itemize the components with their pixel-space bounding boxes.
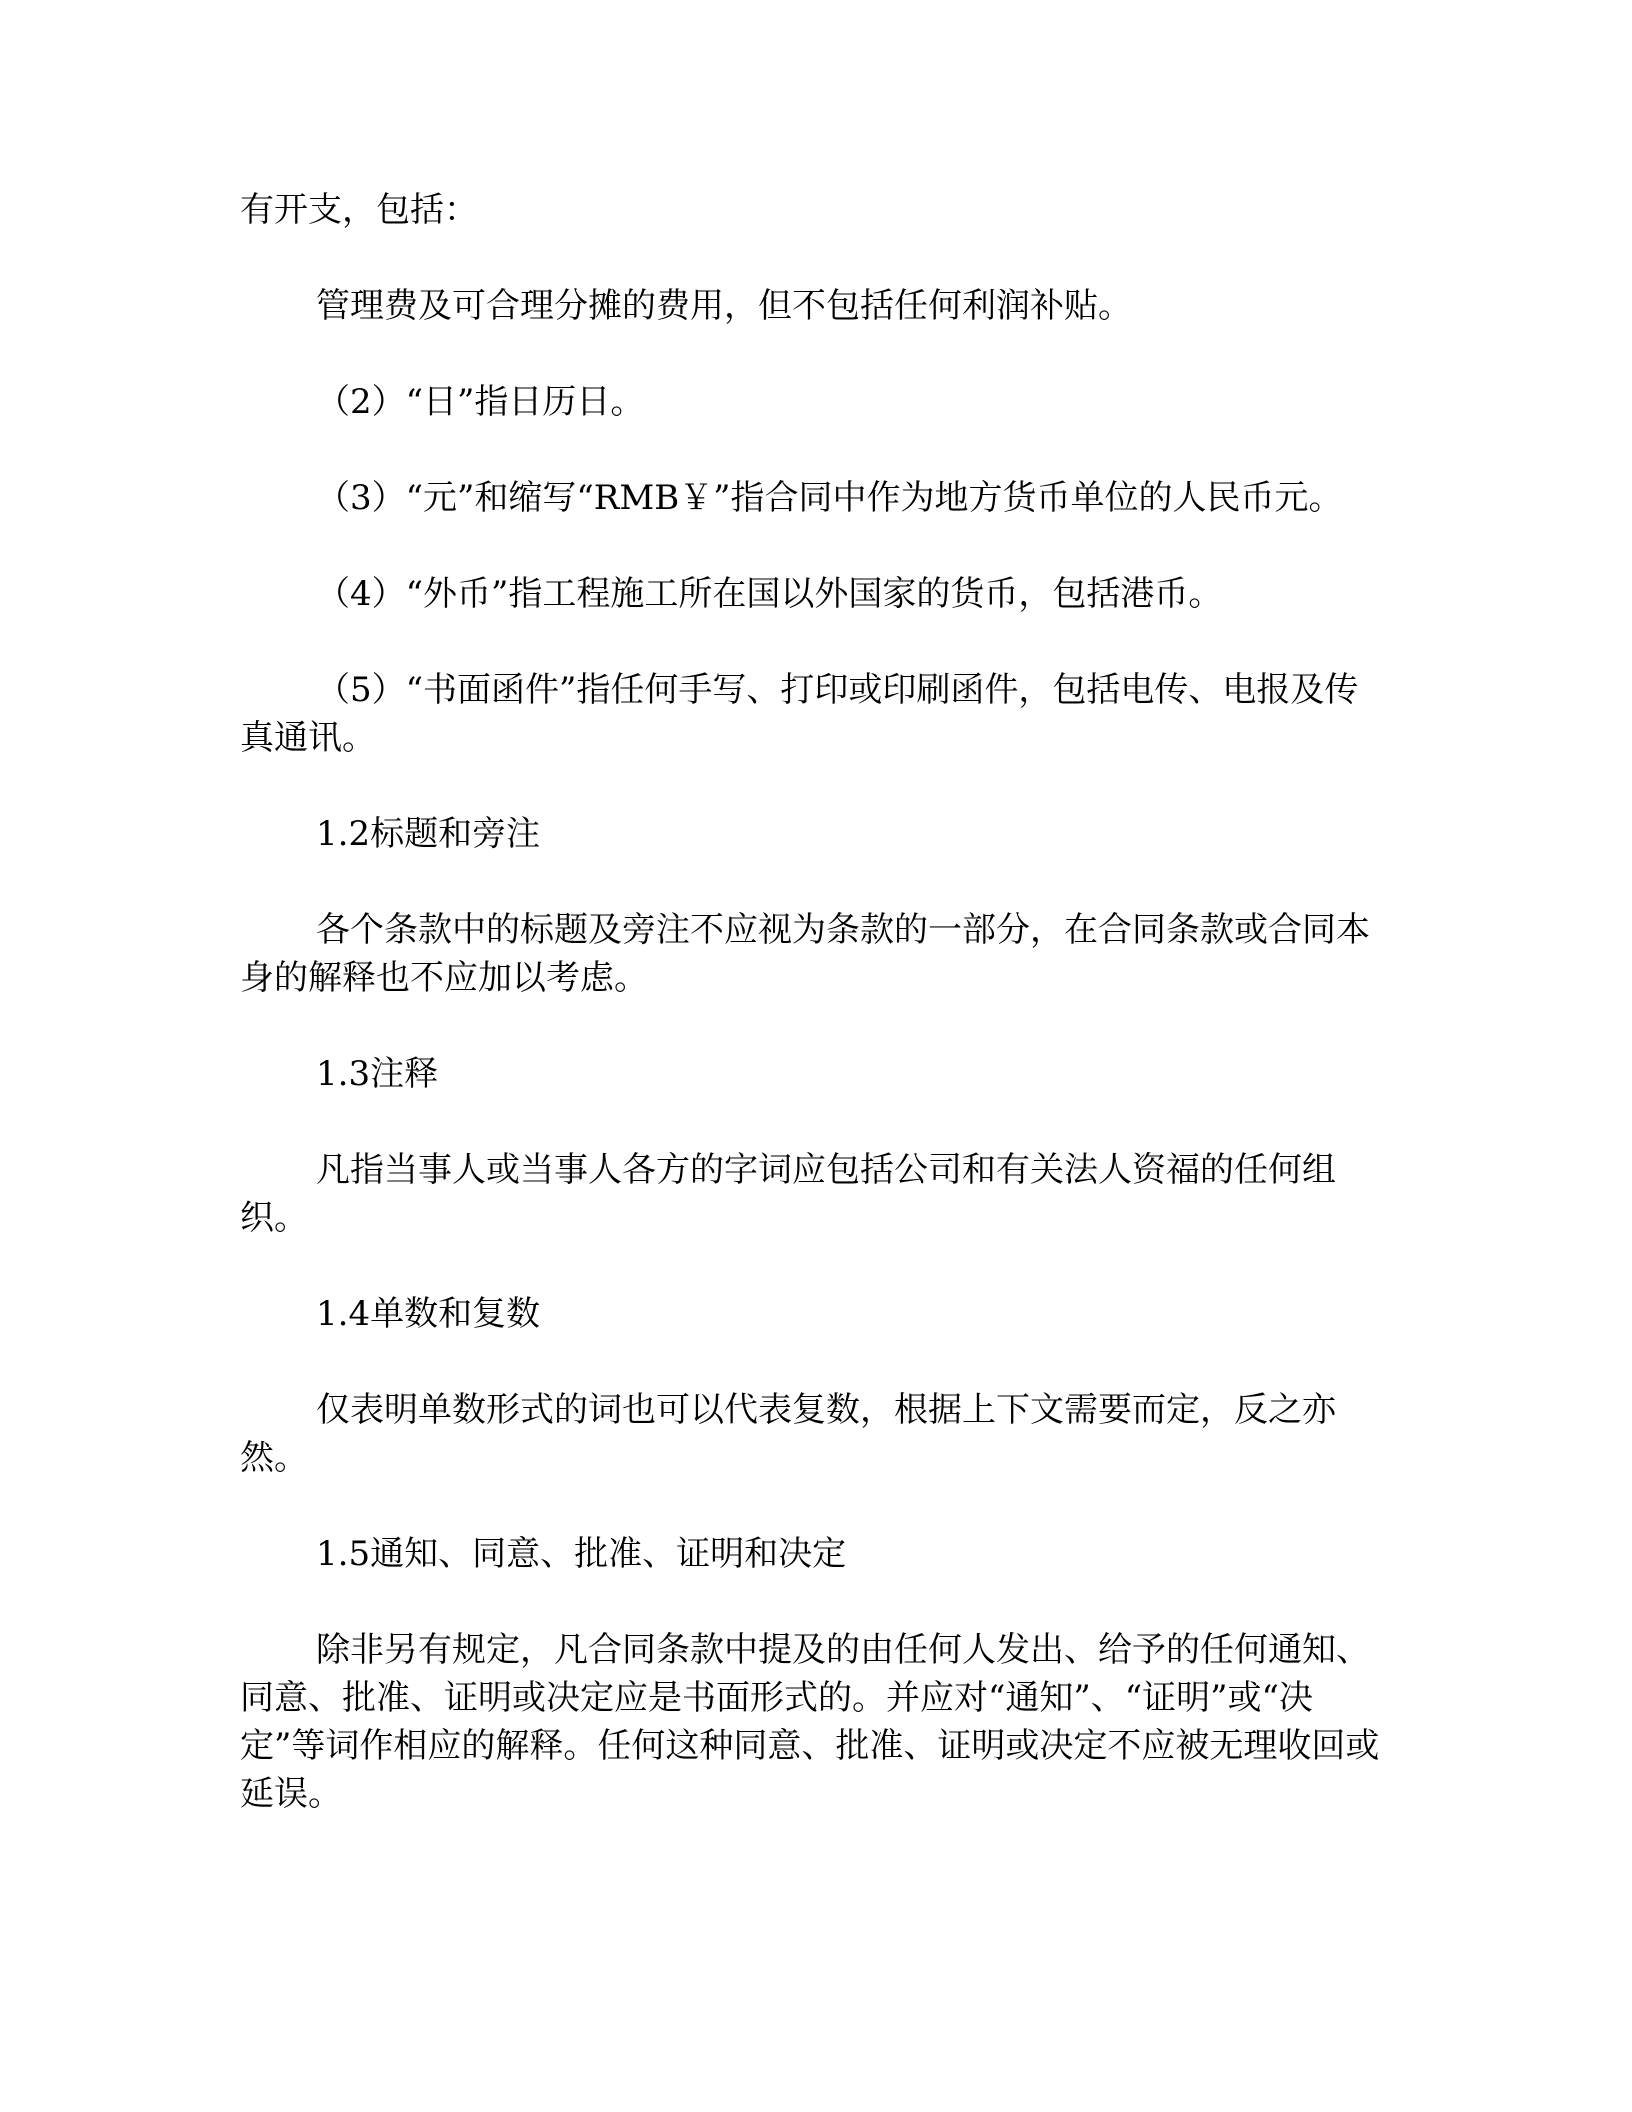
document-body <box>240 186 1392 1866</box>
definition-written-correspondence: （5）“书面函件”指任何手写、打印或印刷函件，包括电传、电报及传真通讯。 <box>240 670 1359 758</box>
definition-yuan: （3）“元”和缩写“RMB￥”指合同中作为地方货币单位的人民币元。 <box>316 478 1343 518</box>
paragraph-continuation: 有开支，包括： <box>240 190 478 230</box>
paragraph-notices: 除非另有规定，凡合同条款中提及的由任何人发出、给予的任何通知、同意、批准、证明或决定应是书面形式的。并应对“通知”、“证明”或“决定”等词作相应的解释。任何这种同意、批准、证明或决定不应被无理收回或延误。 <box>240 1630 1380 1814</box>
definition-foreign-currency: （4）“外币”指工程施工所在国以外国家的货币，包括港币。 <box>316 574 1223 614</box>
section-heading-1-3: 1.3注释 <box>316 1054 439 1094</box>
section-heading-1-2: 1.2标题和旁注 <box>316 814 541 854</box>
section-heading-1-5: 1.5通知、同意、批准、证明和决定 <box>316 1534 847 1574</box>
paragraph-management-fee: 管理费及可合理分摊的费用，但不包括任何利润补贴。 <box>316 286 1132 326</box>
definition-day: （2）“日”指日历日。 <box>316 382 645 422</box>
section-heading-1-4: 1.4单数和复数 <box>316 1294 541 1334</box>
paragraph-singular-plural: 仅表明单数形式的词也可以代表复数，根据上下文需要而定，反之亦然。 <box>240 1390 1336 1478</box>
paragraph-headings-margin-notes: 各个条款中的标题及旁注不应视为条款的一部分，在合同条款或合同本身的解释也不应加以考虑。 <box>240 910 1370 998</box>
paragraph-interpretation: 凡指当事人或当事人各方的字词应包括公司和有关法人资福的任何组织。 <box>240 1150 1336 1238</box>
